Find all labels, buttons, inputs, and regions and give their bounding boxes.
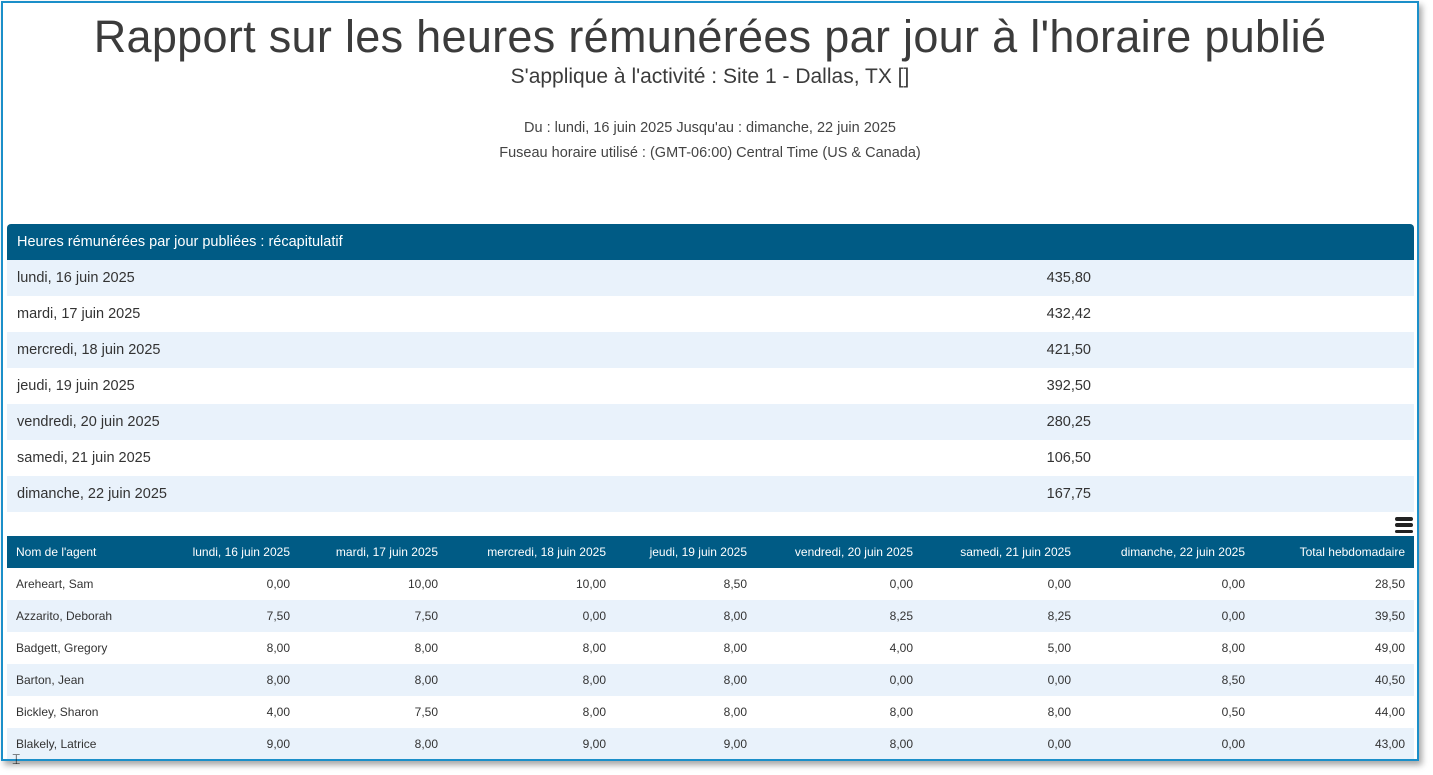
table-row	[7, 696, 1414, 728]
summary-day-label: jeudi, 19 juin 2025	[17, 378, 135, 394]
summary-row	[7, 476, 1414, 512]
column-header-day[interactable]: jeudi, 19 juin 2025	[615, 536, 756, 568]
weekly-total-cell: 44,00	[1374, 705, 1405, 719]
summary-day-label: mercredi, 18 juin 2025	[17, 342, 161, 358]
weekly-total-cell: 39,50	[1374, 609, 1405, 623]
column-header-day[interactable]: lundi, 16 juin 2025	[157, 536, 299, 568]
hours-cell: 0,00	[1221, 737, 1245, 751]
agent-name-cell: Blakely, Latrice	[16, 737, 97, 751]
hours-cell: 7,50	[414, 705, 438, 719]
summary-day-label: lundi, 16 juin 2025	[17, 270, 135, 286]
weekly-total-cell: 28,50	[1374, 577, 1405, 591]
hours-cell: 0,00	[1047, 673, 1071, 687]
hours-cell: 5,00	[1047, 641, 1071, 655]
table-row	[7, 600, 1414, 632]
hours-cell: 8,00	[414, 673, 438, 687]
column-header-day[interactable]: dimanche, 22 juin 2025	[1080, 536, 1254, 568]
hours-cell: 8,00	[582, 641, 606, 655]
agent-name-cell: Areheart, Sam	[16, 577, 94, 591]
hours-cell: 8,00	[414, 737, 438, 751]
hours-cell: 10,00	[575, 577, 606, 591]
report-subtitle: S'applique à l'activité : Site 1 - Dallas, TX []	[510, 65, 910, 88]
hours-cell: 0,50	[1221, 705, 1245, 719]
summary-day-label: samedi, 21 juin 2025	[17, 450, 151, 466]
hours-cell: 8,00	[889, 737, 913, 751]
hamburger-menu-icon[interactable]	[1395, 517, 1413, 533]
hours-cell: 7,50	[266, 609, 290, 623]
weekly-total-cell: 40,50	[1374, 673, 1405, 687]
hours-cell: 9,00	[266, 737, 290, 751]
hours-cell: 8,00	[723, 641, 747, 655]
hours-cell: 7,50	[414, 609, 438, 623]
summary-hours-value: 421,50	[1046, 342, 1091, 358]
column-header-day[interactable]: mardi, 17 juin 2025	[299, 536, 447, 568]
hours-cell: 4,00	[266, 705, 290, 719]
column-header-day[interactable]: vendredi, 20 juin 2025	[756, 536, 922, 568]
hours-cell: 0,00	[1221, 609, 1245, 623]
agent-name-cell: Barton, Jean	[16, 673, 85, 687]
hours-cell: 0,00	[582, 609, 606, 623]
agent-name-cell: Azzarito, Deborah	[16, 609, 113, 623]
hours-cell: 4,00	[889, 641, 913, 655]
summary-table	[7, 224, 1414, 512]
column-header-weekly-total[interactable]: Total hebdomadaire	[1254, 536, 1414, 568]
hours-cell: 0,00	[889, 673, 913, 687]
weekly-total-cell: 49,00	[1374, 641, 1405, 655]
summary-row	[7, 440, 1414, 476]
summary-row	[7, 404, 1414, 440]
hours-cell: 8,00	[266, 641, 290, 655]
column-header-day[interactable]: mercredi, 18 juin 2025	[447, 536, 615, 568]
weekly-total-cell: 43,00	[1374, 737, 1405, 751]
hours-cell: 8,00	[723, 705, 747, 719]
summary-row	[7, 296, 1414, 332]
hours-cell: 0,00	[1047, 737, 1071, 751]
hours-cell: 8,00	[723, 673, 747, 687]
summary-header: Heures rémunérées par jour publiées : récapitulatif	[7, 224, 1414, 260]
hours-cell: 8,25	[1047, 609, 1071, 623]
table-row	[7, 568, 1414, 600]
hours-cell: 8,50	[1221, 673, 1245, 687]
hours-cell: 8,00	[582, 705, 606, 719]
column-header-day[interactable]: samedi, 21 juin 2025	[922, 536, 1080, 568]
hours-cell: 0,00	[266, 577, 290, 591]
agent-hours-table	[7, 536, 1414, 760]
hours-cell: 8,50	[723, 577, 747, 591]
summary-hours-value: 432,42	[1046, 306, 1091, 322]
summary-hours-value: 280,25	[1046, 414, 1091, 430]
hours-cell: 8,00	[582, 673, 606, 687]
hours-cell: 8,00	[1047, 705, 1071, 719]
report-title: Rapport sur les heures rémunérées par jour à l'horaire publié	[93, 11, 1327, 62]
hours-cell: 9,00	[582, 737, 606, 751]
date-range: Du : lundi, 16 juin 2025 Jusqu'au : dimanche, 22 juin 2025	[524, 120, 896, 136]
hours-cell: 8,25	[889, 609, 913, 623]
timezone-info: Fuseau horaire utilisé : (GMT-06:00) Central Time (US & Canada)	[499, 145, 921, 161]
table-row	[7, 632, 1414, 664]
hours-cell: 8,00	[1221, 641, 1245, 655]
agent-name-cell: Badgett, Gregory	[16, 641, 108, 655]
summary-hours-value: 106,50	[1046, 450, 1091, 466]
summary-row	[7, 368, 1414, 404]
hours-cell: 8,00	[889, 705, 913, 719]
hours-cell: 0,00	[889, 577, 913, 591]
summary-day-label: dimanche, 22 juin 2025	[17, 486, 167, 502]
hours-cell: 8,00	[414, 641, 438, 655]
summary-hours-value: 167,75	[1046, 486, 1091, 502]
summary-hours-value: 435,80	[1046, 270, 1091, 286]
column-header-agent-name[interactable]: Nom de l'agent	[7, 536, 157, 568]
hours-cell: 10,00	[407, 577, 438, 591]
hours-cell: 8,00	[266, 673, 290, 687]
summary-row	[7, 260, 1414, 296]
text-cursor-icon: ⌶	[12, 752, 21, 768]
hours-cell: 9,00	[723, 737, 747, 751]
hours-cell: 8,00	[723, 609, 747, 623]
summary-hours-value: 392,50	[1046, 378, 1091, 394]
summary-row	[7, 332, 1414, 368]
summary-day-label: vendredi, 20 juin 2025	[17, 414, 160, 430]
table-row	[7, 664, 1414, 696]
agent-name-cell: Bickley, Sharon	[16, 705, 99, 719]
report-frame	[1, 1, 1419, 761]
table-row	[7, 728, 1414, 760]
hours-cell: 0,00	[1221, 577, 1245, 591]
hours-cell: 0,00	[1047, 577, 1071, 591]
summary-day-label: mardi, 17 juin 2025	[17, 306, 141, 322]
